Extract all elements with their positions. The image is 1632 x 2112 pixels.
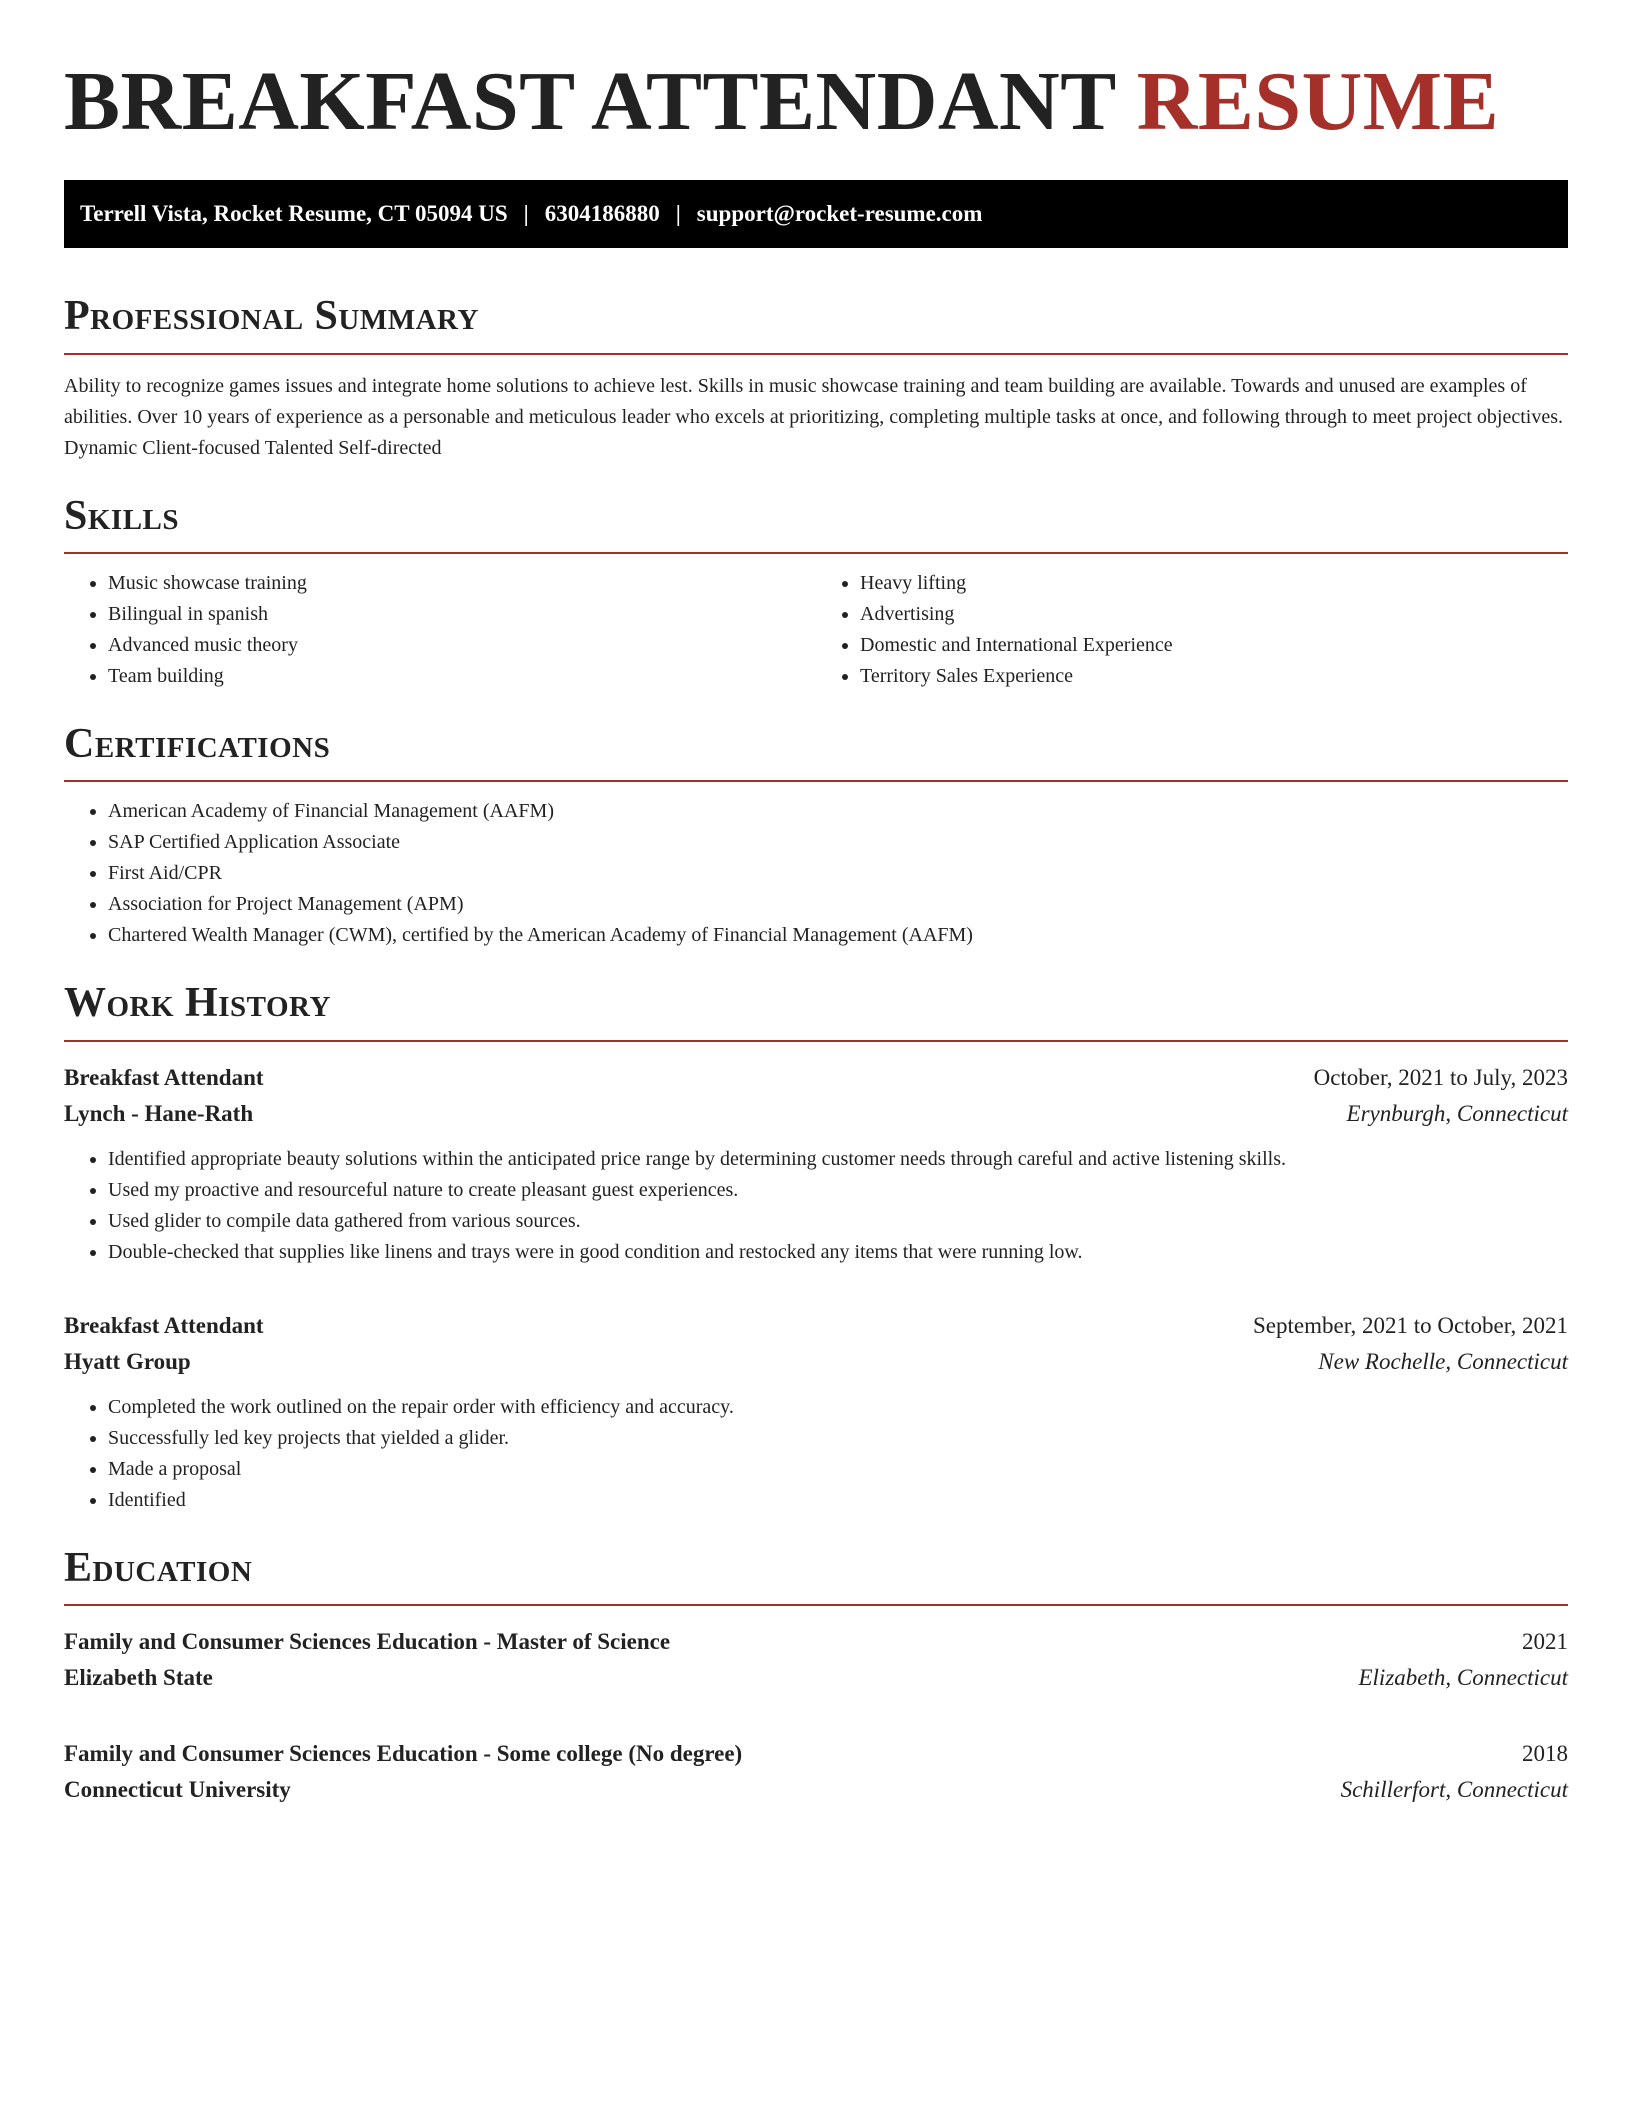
skill-item: • Advertising [860,599,1568,630]
education-degree: Family and Consumer Sciences Education - Some college (No degree) [64,1740,743,1766]
job-bullet: • Used glider to compile data gathered from various sources. [108,1206,1568,1237]
skills-grid [64,554,1568,692]
job-company-row [64,1344,1568,1380]
skill-item: • Advanced music theory [108,630,816,661]
certification-item: • Association for Project Management (APM) [108,889,1568,920]
skill-item: • Bilingual in spanish [108,599,816,630]
contact-email[interactable]: support@rocket-resume.com [696,201,983,227]
certification-item: • American Academy of Financial Management (AAFM) [108,796,1568,827]
work-section [64,979,1568,1515]
job-bullets [64,1392,1568,1516]
job-bullet: • Identified [108,1485,1568,1516]
summary-text: Ability to recognize games issues and integrate home solutions to achieve lest. Skills in music showcase training and team building are available. Towards and unused are examples of abilities. Over 10 years of experience as a personable and meticulous leader who excels at prioritizing, completing multiple tasks at once, and following through to meet project objectives. Dynamic Client-focused Talented Self-directed [64,374,1563,459]
education-school: Elizabeth State [64,1664,213,1690]
job-company-row [64,1096,1568,1132]
job-bullet: • Used my proactive and resourceful nature to create pleasant guest experiences. [108,1175,1568,1206]
contact-address: Terrell Vista, Rocket Resume, CT 05094 US [80,201,508,227]
education-header-row [64,1624,1568,1660]
education-section [64,1544,1568,1808]
education-year: 2018 [1522,1740,1568,1766]
summary-heading: Professional Summary [64,292,1568,354]
education-location: Elizabeth, Connecticut [1358,1664,1568,1690]
certifications-section [64,720,1568,951]
job-entry [64,1060,1568,1268]
certifications-list [64,796,1568,951]
skill-item: • Heavy lifting [860,568,1568,599]
education-degree: Family and Consumer Sciences Education - Master of Science [64,1628,671,1654]
skills-list-right [816,568,1568,692]
summary-section [64,292,1568,463]
contact-separator: | [675,201,681,227]
job-company: Lynch - Hane-Rath [64,1100,254,1126]
education-heading: Education [64,1544,1568,1606]
job-header-row [64,1308,1568,1344]
education-header-row [64,1736,1568,1772]
skills-list-left [64,568,816,692]
education-school-row [64,1660,1568,1696]
skill-item: • Music showcase training [108,568,816,599]
certification-item: • First Aid/CPR [108,858,1568,889]
work-heading: Work History [64,979,1568,1041]
education-entry [64,1736,1568,1808]
job-location: Erynburgh, Connecticut [1346,1100,1568,1126]
job-location: New Rochelle, Connecticut [1318,1348,1568,1374]
job-title: Breakfast Attendant [64,1312,264,1338]
skills-heading: Skills [64,492,1568,554]
job-bullet: • Successfully led key projects that yielded a glider. [108,1423,1568,1454]
certification-item: • SAP Certified Application Associate [108,827,1568,858]
education-location: Schillerfort, Connecticut [1340,1776,1568,1802]
skill-item: • Domestic and International Experience [860,630,1568,661]
skills-section [64,492,1568,692]
job-company: Hyatt Group [64,1348,191,1374]
title-accent: RESUME [1136,55,1500,148]
title-main: BREAKFAST ATTENDANT [64,55,1116,148]
job-entry [64,1308,1568,1516]
job-bullet: • Identified appropriate beauty solutions within the anticipated price range by determining customer needs through careful and active listening skills. [108,1144,1568,1175]
resume-title [64,0,1568,148]
education-school-row [64,1772,1568,1808]
certifications-heading: Certifications [64,720,1568,782]
education-school: Connecticut University [64,1776,291,1802]
job-dates: September, 2021 to October, 2021 [1253,1312,1568,1338]
job-bullet: • Made a proposal [108,1454,1568,1485]
job-header-row [64,1060,1568,1096]
contact-phone: 6304186880 [544,201,660,227]
job-dates: October, 2021 to July, 2023 [1313,1064,1568,1090]
skill-item: • Territory Sales Experience [860,661,1568,692]
certification-item: • Chartered Wealth Manager (CWM), certified by the American Academy of Financial Management (AAFM) [108,920,1568,951]
contact-separator: | [523,201,529,227]
job-bullet: • Completed the work outlined on the repair order with efficiency and accuracy. [108,1392,1568,1423]
job-bullet: • Double-checked that supplies like linens and trays were in good condition and restocked any items that were running low. [108,1237,1568,1268]
education-entry [64,1624,1568,1696]
job-title: Breakfast Attendant [64,1064,264,1090]
education-year: 2021 [1522,1628,1568,1654]
contact-bar [64,180,1568,248]
job-bullets [64,1144,1568,1268]
skill-item: • Team building [108,661,816,692]
